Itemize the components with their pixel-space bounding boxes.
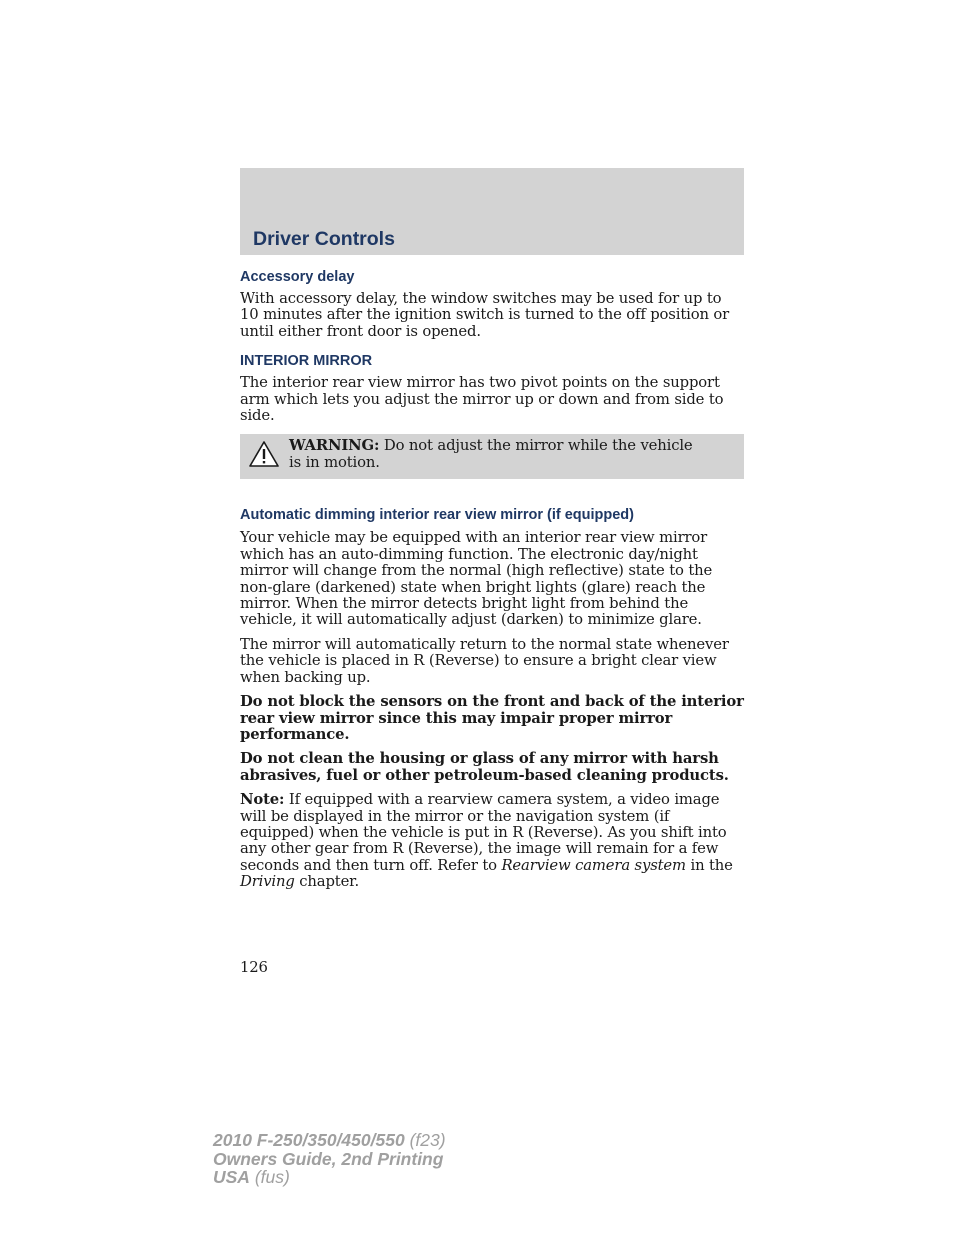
- note-ref-rearview-camera: Rearview camera system: [501, 856, 686, 874]
- note-text-3: chapter.: [294, 873, 360, 891]
- page-number: 126: [240, 959, 268, 976]
- heading-auto-dimming: Automatic dimming interior rear view mirror (if equipped): [240, 507, 634, 524]
- heading-interior-mirror: INTERIOR MIRROR: [240, 353, 373, 370]
- warning-box: [240, 434, 744, 479]
- paragraph-cleaning-caution: Do not clean the housing or glass of any mirror with harsh abrasives, fuel or other petroleum-based cleaning products.: [240, 750, 729, 784]
- heading-accessory-delay: Accessory delay: [240, 269, 355, 285]
- warning-message: Do not adjust the mirror while the vehicle is in motion.: [289, 437, 693, 471]
- paragraph-sensors-caution: Do not block the sensors on the front and back of the interior rear view mirror since this may impair proper mirror performance.: [240, 693, 744, 743]
- warning-text: [289, 438, 704, 471]
- warning-triangle-icon: [248, 440, 280, 468]
- paragraph-auto-dimming-1: Your vehicle may be equipped with an interior rear view mirror which has an auto-dimming function. The electronic day/night mirror will change from the normal (high reflective) state to the non-glare (darkened) state when bright lights (glare) reach the mirror. When the mirror detects bright light from behind the vehicle, it will automatically adjust (darken) to minimize glare.: [240, 529, 713, 629]
- paragraph-note: [240, 792, 744, 890]
- footer-line-guide: Owners Guide, 2nd Printing: [213, 1148, 444, 1169]
- footer-line-region: [213, 1168, 446, 1187]
- note-label: Note:: [240, 791, 285, 809]
- warning-label: WARNING:: [289, 437, 380, 455]
- footer-region-code: (fus): [249, 1167, 290, 1187]
- page-content: [240, 268, 744, 899]
- paragraph-interior-mirror: The interior rear view mirror has two pivot points on the support arm which lets you adjust the mirror up or down and from side to side.: [240, 374, 724, 425]
- page-title: Driver Controls: [253, 228, 395, 250]
- paragraph-auto-dimming-2: The mirror will automatically return to the normal state whenever the vehicle is placed in R (Reverse) to ensure a bright clear view when backing up.: [240, 635, 729, 686]
- footer-line-model: [213, 1131, 446, 1150]
- footer-model-code: (f23): [404, 1130, 446, 1150]
- footer-model: 2010 F-250/350/450/550: [213, 1130, 405, 1150]
- note-text-1: If equipped with a rearview camera system, a video image will be displayed in the mirror or the navigation system (if equipped) when the vehicle is put in R (Reverse). As you shift into any other gear from R (Reverse), the image will remain for a few seconds and then turn off. Refer to: [240, 791, 727, 874]
- footer-region: USA: [213, 1167, 250, 1187]
- section-header-band: [240, 168, 744, 255]
- paragraph-accessory-delay: With accessory delay, the window switches may be used for up to 10 minutes after the ignition switch is turned to the off position or until either front door is opened.: [240, 290, 730, 340]
- note-ref-driving: Driving: [240, 873, 295, 891]
- document-footer: [213, 1131, 446, 1187]
- note-text-2: in the: [685, 856, 733, 874]
